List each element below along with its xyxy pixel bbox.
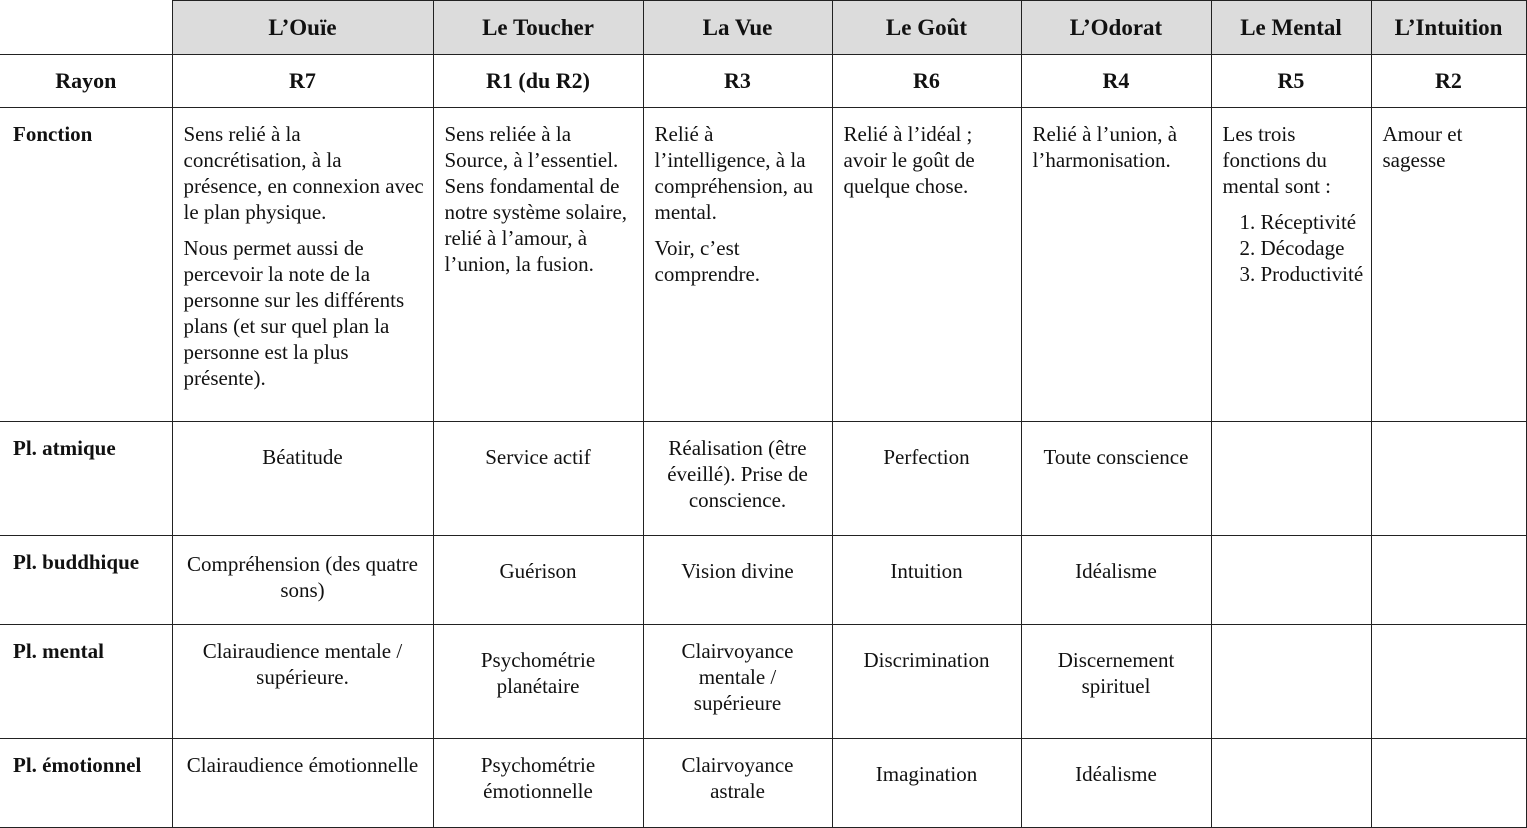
fonction-paragraph: Amour et sagesse [1382, 122, 1463, 172]
mental-plane-cell: Psychométrie planétaire [433, 625, 643, 739]
mental-row [0, 625, 1526, 739]
emotionnel-cell [1371, 739, 1526, 828]
fonction-cell-intuition [1371, 108, 1526, 422]
emotionnel-cell: Clairvoyance astrale [643, 739, 832, 828]
mental-plane-cell: Discrimination [832, 625, 1021, 739]
atmique-cell: Perfection [832, 422, 1021, 536]
mental-plane-cell [1211, 625, 1371, 739]
buddhique-cell: Idéalisme [1021, 536, 1211, 625]
buddhique-cell: Compréhension (des quatre sons) [172, 536, 433, 625]
header-ouie: L’Ouïe [172, 1, 433, 55]
mental-plane-cell: Clairvoyance mentale / supérieure [643, 625, 832, 739]
rayon-cell: R4 [1021, 55, 1211, 108]
header-intuition: L’Intuition [1371, 1, 1526, 55]
header-toucher: Le Toucher [433, 1, 643, 55]
mental-plane-cell [1371, 625, 1526, 739]
fonction-cell-toucher [433, 108, 643, 422]
rayon-cell: R6 [832, 55, 1021, 108]
buddhique-cell: Guérison [433, 536, 643, 625]
header-odorat: L’Odorat [1021, 1, 1211, 55]
rayon-cell: R2 [1371, 55, 1526, 108]
atmique-row [0, 422, 1526, 536]
header-row [0, 1, 1526, 55]
fonction-cell-vue [643, 108, 832, 422]
list-item: 1. Réceptivité [1261, 209, 1363, 235]
atmique-cell [1211, 422, 1371, 536]
fonction-cell-odorat [1021, 108, 1211, 422]
atmique-cell: Service actif [433, 422, 643, 536]
fonction-paragraph: Sens reliée à la Source, à l’essentiel. Sens fondamental de notre système solaire, relié à l’amour, à l’union, la fusion. [444, 122, 628, 276]
list-item: 2. Décodage [1261, 235, 1363, 261]
atmique-cell [1371, 422, 1526, 536]
row-label-buddhique: Pl. buddhique [0, 536, 172, 625]
atmique-cell: Réalisation (être éveillé). Prise de conscience. [643, 422, 832, 536]
buddhique-cell [1211, 536, 1371, 625]
fonction-cell-mental [1211, 108, 1371, 422]
fonction-cell-gout [832, 108, 1021, 422]
emotionnel-cell [1211, 739, 1371, 828]
mental-plane-cell: Discernement spirituel [1021, 625, 1211, 739]
fonction-paragraph: Relié à l’intelligence, à la compréhension, au mental. [654, 122, 814, 224]
mental-functions-list [1223, 209, 1363, 287]
fonction-paragraph: Voir, c’est comprendre. [654, 236, 761, 286]
fonction-paragraph: Relié à l’union, à l’harmonisation. [1032, 122, 1178, 172]
fonction-paragraph: Sens relié à la concrétisation, à la présence, en connexion avec le plan physique. [183, 122, 424, 224]
rayon-cell: R7 [172, 55, 433, 108]
atmique-cell: Toute conscience [1021, 422, 1211, 536]
buddhique-cell: Intuition [832, 536, 1021, 625]
header-gout: Le Goût [832, 1, 1021, 55]
emotionnel-cell: Psychométrie émotionnelle [433, 739, 643, 828]
rayon-cell: R5 [1211, 55, 1371, 108]
row-label-emotionnel: Pl. émotionnel [0, 739, 172, 828]
rayon-cell: R3 [643, 55, 832, 108]
emotionnel-cell: Imagination [832, 739, 1021, 828]
emotionnel-row [0, 739, 1526, 828]
buddhique-cell: Vision divine [643, 536, 832, 625]
corner-cell [0, 1, 172, 55]
buddhique-row [0, 536, 1526, 625]
fonction-paragraph: Les trois fonctions du mental sont : [1222, 122, 1331, 198]
rayon-cell: R1 (du R2) [433, 55, 643, 108]
mental-plane-cell: Clairaudience mentale / supérieure. [172, 625, 433, 739]
header-vue: La Vue [643, 1, 832, 55]
emotionnel-cell: Idéalisme [1021, 739, 1211, 828]
atmique-cell: Béatitude [172, 422, 433, 536]
header-mental: Le Mental [1211, 1, 1371, 55]
emotionnel-cell: Clairaudience émotionnelle [172, 739, 433, 828]
fonction-cell-ouie [172, 108, 433, 422]
fonction-paragraph: Nous permet aussi de percevoir la note de la personne sur les différents plans (et sur quel plan la personne est la plus présente). [183, 236, 405, 390]
row-label-rayon: Rayon [0, 55, 172, 108]
fonction-paragraph: Relié à l’idéal ; avoir le goût de quelque chose. [843, 122, 975, 198]
list-item: 3. Productivité [1261, 261, 1363, 287]
row-label-fonction: Fonction [0, 108, 172, 422]
fonction-row [0, 108, 1526, 422]
row-label-mental: Pl. mental [0, 625, 172, 739]
rayon-row [0, 55, 1526, 108]
row-label-atmique: Pl. atmique [0, 422, 172, 536]
buddhique-cell [1371, 536, 1526, 625]
